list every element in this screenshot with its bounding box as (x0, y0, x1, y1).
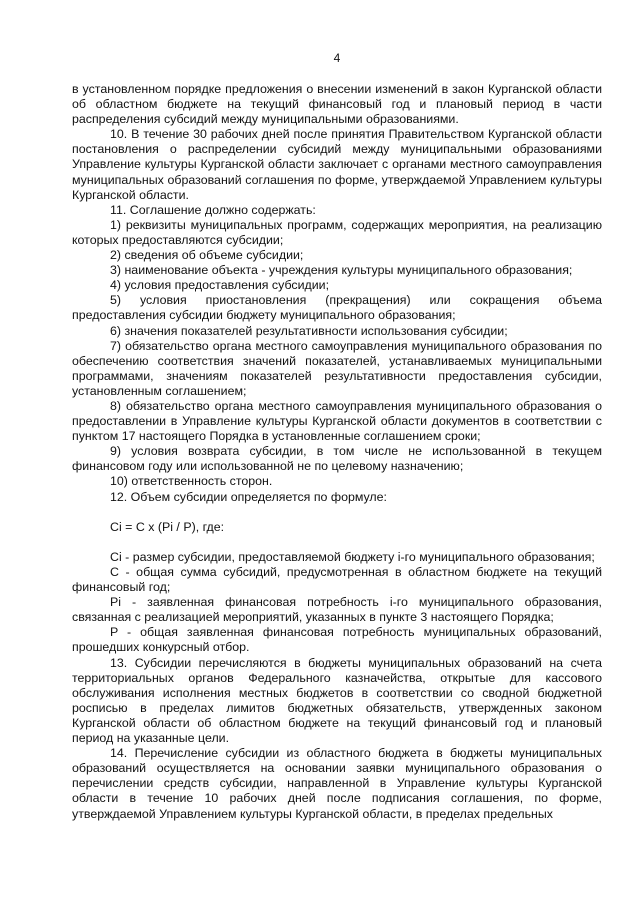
list-item: 7) обязательство органа местного самоуправления муниципального образования по обеспечению соответствия значений показателей, устанавливаемых муниципальными программами, значениям показателей результативности предоставления субсидии, установленным соглашением; (72, 338, 602, 398)
paragraph: 11. Соглашение должно содержать: (110, 202, 316, 217)
blank-line (72, 505, 602, 520)
paragraph: 14. Перечисление субсидии из областного бюджета в бюджеты муниципальных образований осуществляется на основании заявки муниципального образования о перечислении средств субсидии, направленной в Управление культуры Курганской области в течение 10 рабочих дней после подписания соглашения, по форме, утверждаемой Управлением культуры Курганской области, в пределах предельных (72, 746, 602, 821)
paragraph: 12. Объем субсидии определяется по формуле: (110, 489, 387, 504)
list-item: 4) условия предоставления субсидии; (110, 278, 330, 293)
list-item: 10) ответственность сторон. (110, 474, 273, 489)
definition-p: P - общая заявленная финансовая потребность муниципальных образований, прошедших конкурсный отбор. (72, 625, 602, 655)
list-item: 6) значения показателей результативности использования субсидии; (110, 323, 508, 338)
list-item: 8) обязательство органа местного самоуправления муниципального образования о предоставлении в Управление культуры Курганской области документов в соответствии с пунктом 17 настоящего Порядка в установленные соглашением сроки; (72, 398, 602, 444)
paragraph: в установленном порядке предложения о внесении изменений в закон Курганской области об областном бюджете на текущий финансовый год и плановый период в части распределения субсидий между муниципальными образованиями. (72, 82, 602, 127)
subsidy-formula: Ci = C x (Pi / P), где: (110, 519, 225, 534)
list-item: 1) реквизиты муниципальных программ, содержащих мероприятия, на реализацию которых предоставляются субсидии; (72, 217, 602, 247)
list-item: 9) условия возврата субсидии, в том числе не использованной в текущем финансовом году или использованной не по целевому назначению; (72, 444, 602, 474)
list-item: 5) условия приостановления (прекращения) или сокращения объема предоставления субсидии бюджету муниципального образования; (72, 293, 602, 323)
definition-ci: Ci - размер субсидии, предоставляемой бюджету i-го муниципального образования; (110, 549, 595, 564)
page-number: 4 (333, 51, 341, 65)
document-body (72, 82, 602, 822)
definition-c: C - общая сумма субсидий, предусмотренная в областном бюджете на текущий финансовый год; (72, 565, 602, 595)
definition-pi: Pi - заявленная финансовая потребность i-го муниципального образования, связанная с реализацией мероприятий, указанных в пункте 3 настоящего Порядка; (72, 595, 602, 625)
blank-line (72, 535, 602, 550)
document-page (72, 0, 602, 905)
paragraph: 13. Субсидии перечисляются в бюджеты муниципальных образований на счета территориальных органов Федерального казначейства, открытые для кассового обслуживания исполнения местных бюджетов в соответствии со сводной бюджетной росписью в пределах лимитов бюджетных обязательств, утвержденных законом Курганской области об областном бюджете на текущий финансовый год и плановый период на указанные цели. (72, 655, 602, 746)
paragraph: 10. В течение 30 рабочих дней после принятия Правительством Курганской области постановления о распределении субсидий между муниципальными образованиями Управление культуры Курганской области заключает с органами местного самоуправления муниципальных образований соглашения по форме, утверждаемой Управлением культуры Курганской области. (72, 127, 602, 202)
list-item: 3) наименование объекта - учреждения культуры муниципального образования; (110, 263, 573, 278)
list-item: 2) сведения об объеме субсидии; (110, 248, 304, 263)
